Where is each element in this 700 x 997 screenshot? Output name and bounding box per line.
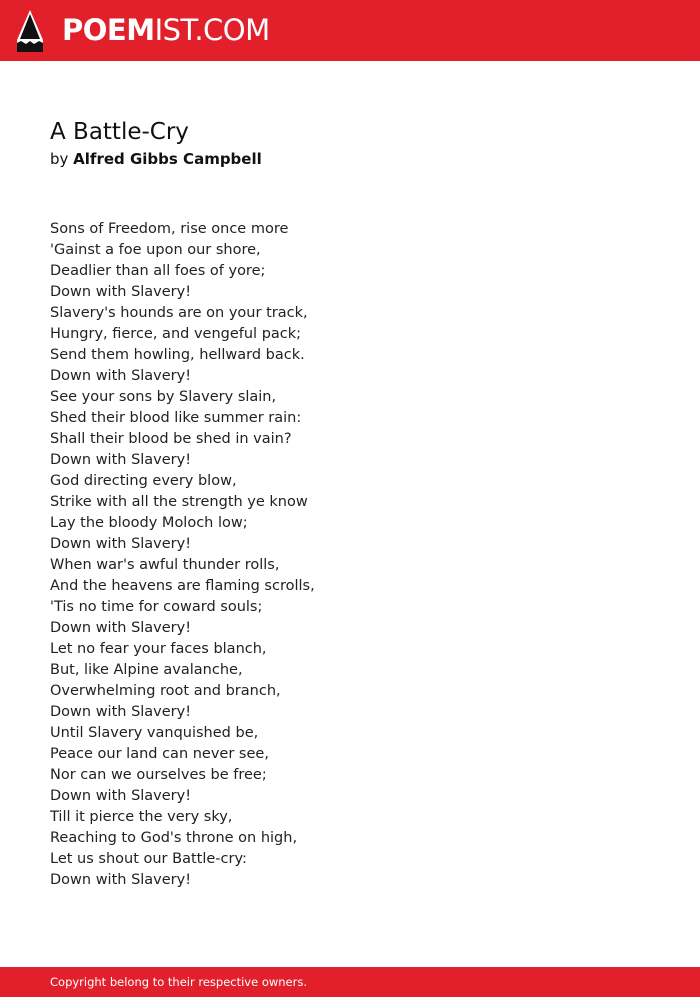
poem-line: Strike with all the strength ye know [50, 494, 308, 510]
poem-line: Slavery's hounds are on your track, [50, 305, 308, 321]
site-header [0, 0, 700, 61]
logo-text-bold: POEM [62, 13, 155, 47]
poem-title: A Battle-Cry [50, 119, 189, 145]
poem-line: Hungry, fierce, and vengeful pack; [50, 326, 302, 342]
poem-line: 'Tis no time for coward souls; [50, 599, 263, 615]
poem-byline [50, 149, 262, 169]
poem-line: Peace our land can never see, [50, 746, 269, 762]
poem-line: Down with Slavery! [50, 788, 192, 804]
poem-line: Nor can we ourselves be free; [50, 767, 267, 783]
site-logo[interactable] [62, 12, 270, 48]
poem-line: And the heavens are flaming scrolls, [50, 578, 315, 594]
poem-line: Deadlier than all foes of yore; [50, 263, 266, 279]
poem-line: But, like Alpine avalanche, [50, 662, 243, 678]
pencil-tip-icon [17, 10, 43, 52]
poem-line: Reaching to God's throne on high, [50, 830, 298, 846]
poem-line: Shed their blood like summer rain: [50, 410, 302, 426]
poem-line: Till it pierce the very sky, [50, 809, 233, 825]
poem-line: Down with Slavery! [50, 620, 192, 636]
poem-line: Down with Slavery! [50, 872, 192, 888]
poem-line: Send them howling, hellward back. [50, 347, 305, 363]
poem-line: Down with Slavery! [50, 368, 192, 384]
logo-text-light: IST.COM [154, 13, 270, 47]
poem-body [50, 219, 315, 891]
poem-line: Down with Slavery! [50, 452, 192, 468]
poem-line: God directing every blow, [50, 473, 237, 489]
poem-line: Lay the bloody Moloch low; [50, 515, 248, 531]
poem-line: Shall their blood be shed in vain? [50, 431, 292, 447]
poem-line: Let us shout our Battle-cry: [50, 851, 247, 867]
poem-line: Sons of Freedom, rise once more [50, 221, 289, 237]
byline-prefix: by [50, 150, 74, 168]
poem-author: Alfred Gibbs Campbell [73, 150, 262, 168]
poem-line: 'Gainst a foe upon our shore, [50, 242, 261, 258]
site-footer [0, 967, 700, 997]
poem-line: Until Slavery vanquished be, [50, 725, 259, 741]
poem-line: Down with Slavery! [50, 704, 192, 720]
poem-line: Overwhelming root and branch, [50, 683, 281, 699]
poem-line: Down with Slavery! [50, 284, 192, 300]
poem-line: Let no fear your faces blanch, [50, 641, 267, 657]
poem-line: See your sons by Slavery slain, [50, 389, 277, 405]
copyright-notice: Copyright belong to their respective owners. [50, 975, 308, 989]
poem-line: Down with Slavery! [50, 536, 192, 552]
poem-line: When war's awful thunder rolls, [50, 557, 280, 573]
